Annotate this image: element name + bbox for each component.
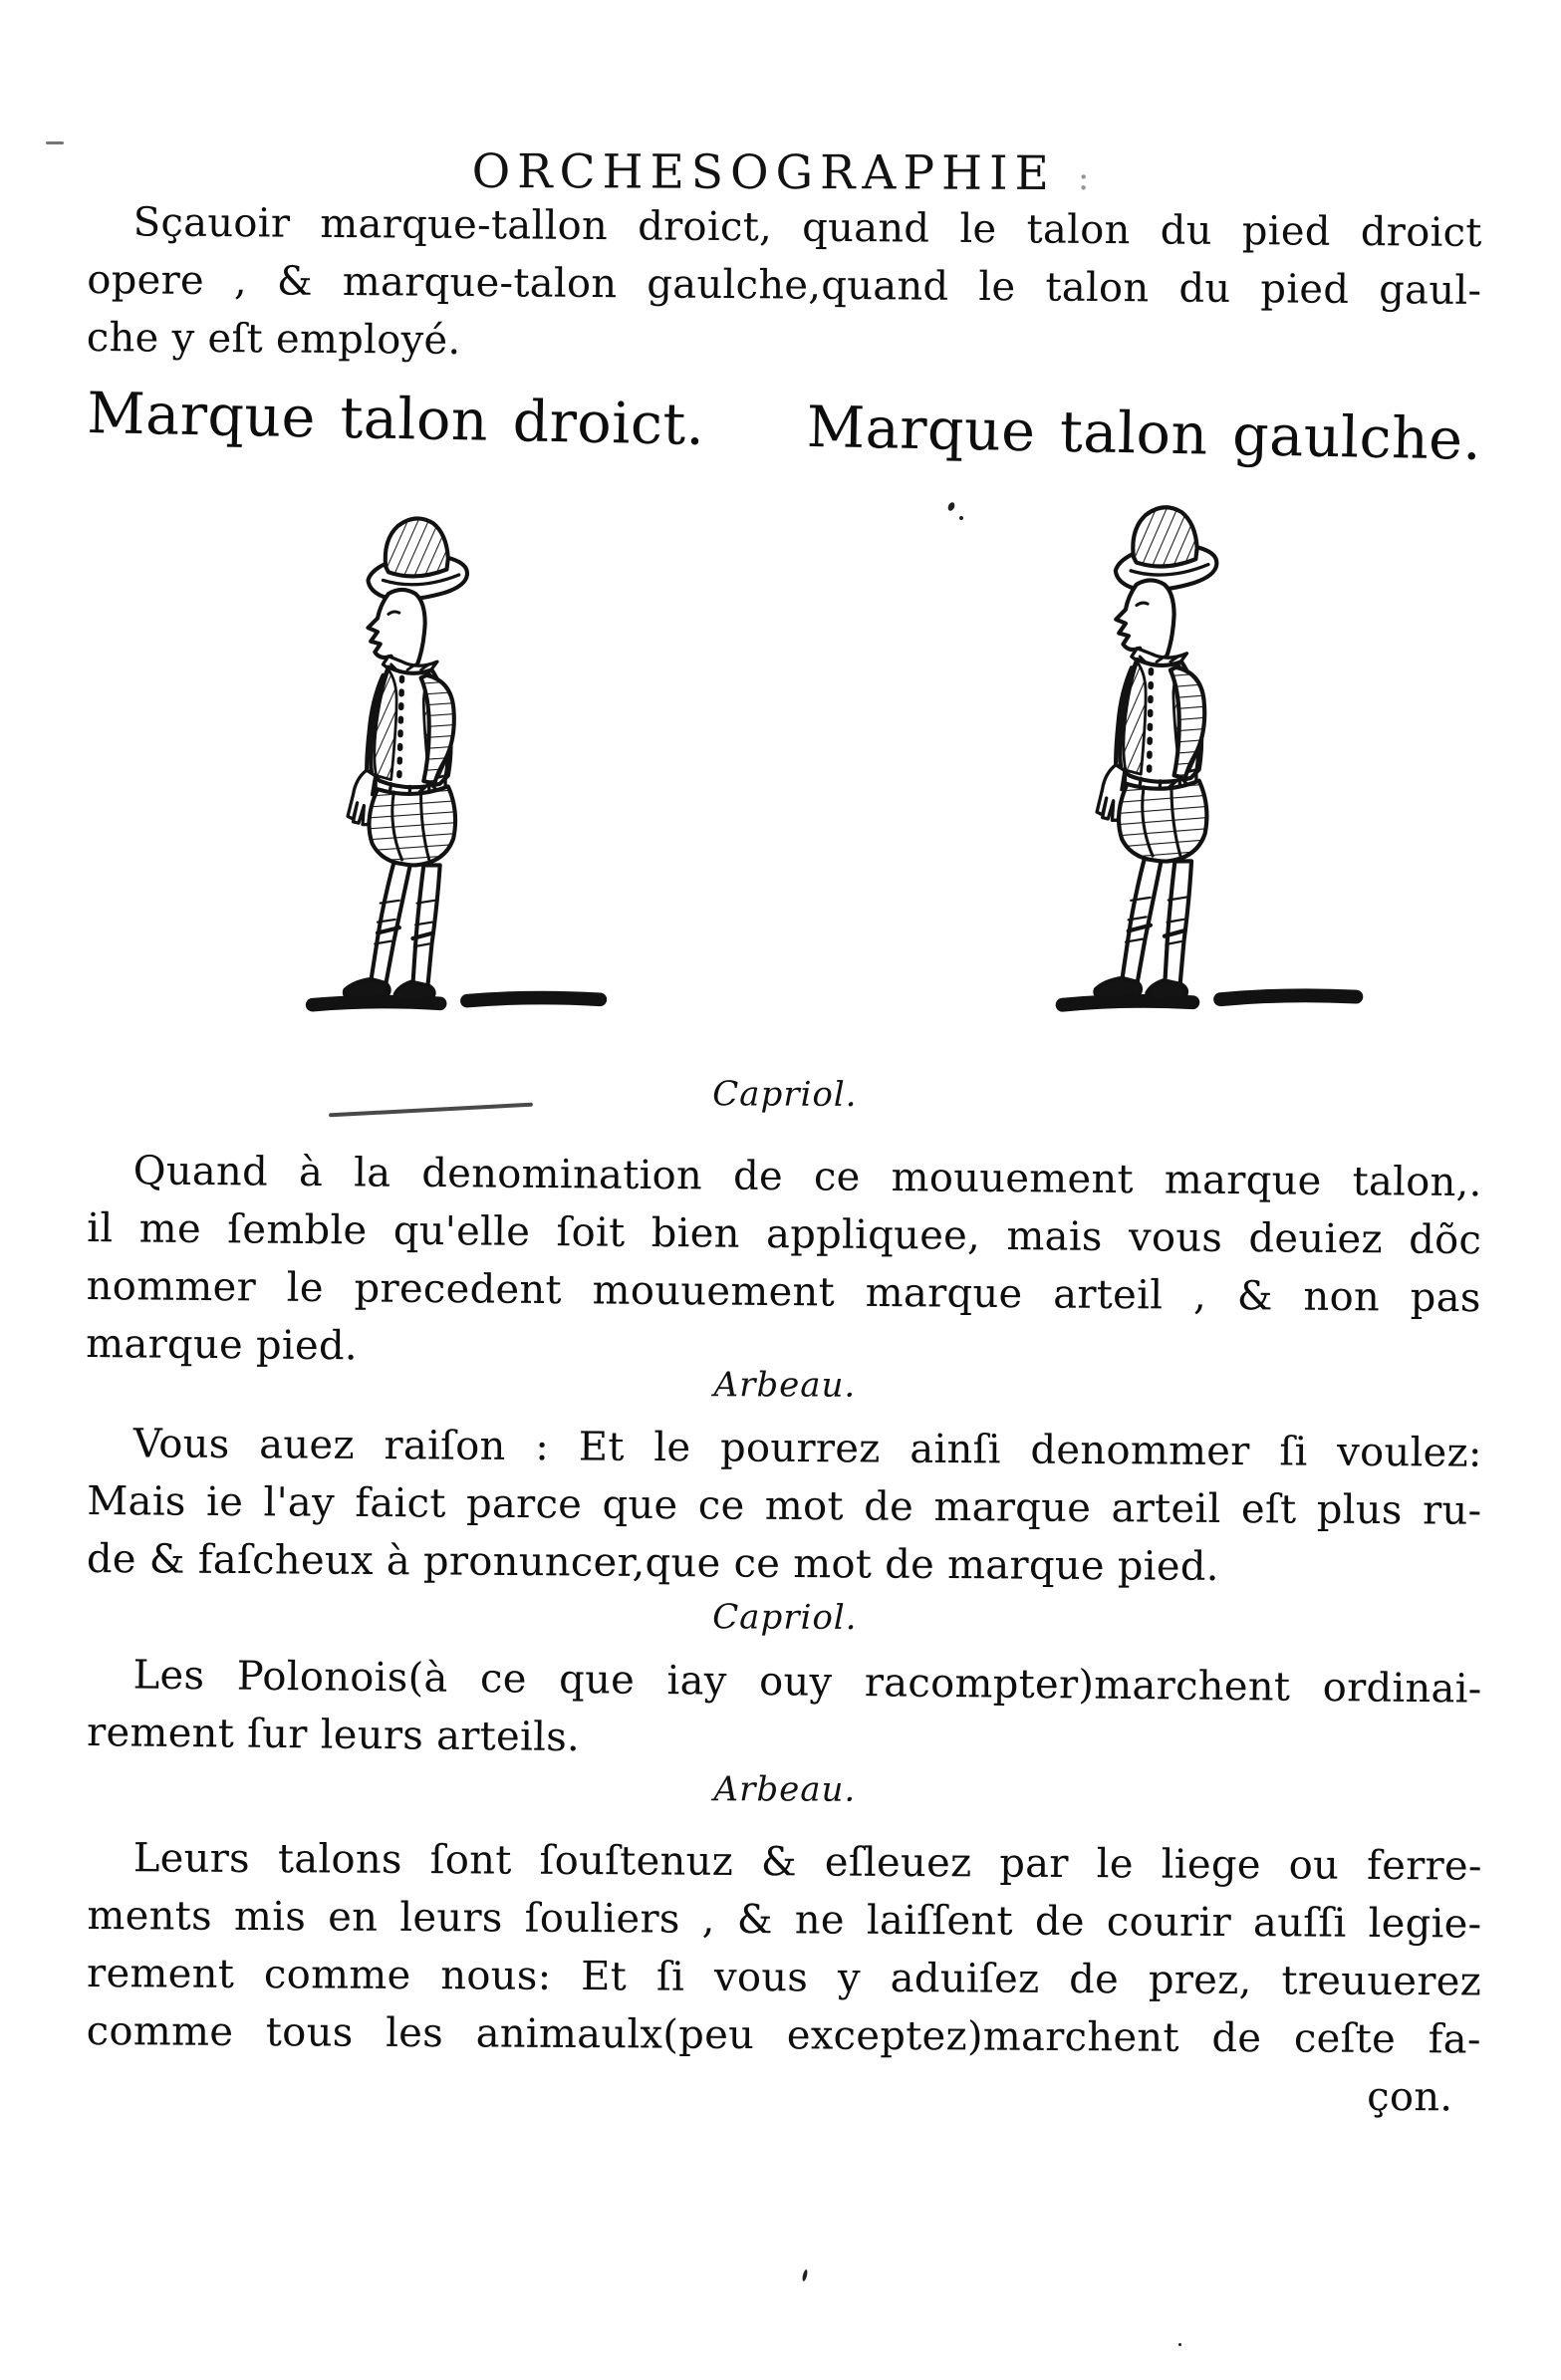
heading-marque-talon-droict: Marque talon droict. (86, 381, 706, 458)
text-line: comme tous les animaulx(peu exceptez)marchent de ceſte fa- (86, 2007, 1481, 2063)
ink-speck (46, 141, 64, 144)
text-line: marque pied. (86, 1320, 359, 1370)
speaker-heading: Arbeau. (713, 1365, 857, 1406)
text-line: Quand à la denomination de ce mouuement marque talon,. (132, 1148, 1482, 1206)
speaker-heading: Capriol. (712, 1597, 858, 1639)
text-line: çon. (1367, 2073, 1453, 2121)
text-line: il me ſemble qu'elle ſoit bien appliquee, mais vous deuiez dõc (87, 1204, 1482, 1264)
text-line: Sçauoir marque-tallon droict, quand le talon du pied droict (132, 199, 1482, 256)
ink-speck (959, 516, 963, 520)
text-line: de & faſcheux à pronuncer,que ce mot de marque pied. (86, 1535, 1219, 1590)
intro-paragraph (87, 193, 1482, 378)
text-line: Les Polonois(à ce que iay ouy racompter)marchent ordinai- (132, 1652, 1482, 1713)
text-line: Mais ie l'ay faict parce que ce mot de marque arteil eſt plus ru- (87, 1477, 1482, 1534)
speaker-heading: Arbeau. (713, 1769, 857, 1810)
text-line: rement comme nous: Et ſi vous y aduiſez de prez, treuuerez (86, 1950, 1482, 2005)
heading-marque-talon-gaulche: Marque talon gaulche. (806, 394, 1482, 473)
woodcut-dancer-right-illustration (1031, 482, 1383, 1067)
text-line: Leurs talons ſont ſouſtenuz & eſleuez par le liege ou ferre- (132, 1835, 1482, 1890)
text-line: rement ſur leurs arteils. (86, 1709, 581, 1761)
dialogue-paragraph (86, 1829, 1482, 2127)
title-ink-mark: : (1077, 158, 1090, 199)
ink-speck (802, 2269, 809, 2282)
dialogue-paragraph (87, 1415, 1482, 1598)
figure-headings-row (87, 381, 1482, 473)
dialogue-paragraph (86, 1142, 1482, 1385)
ink-speck (946, 501, 955, 512)
text-line: che y eſt employé. (86, 314, 461, 364)
text-line: opere , & marque-talon gaulche,quand le talon du pied gaul- (87, 256, 1482, 314)
speaker-heading: Capriol. (712, 1074, 858, 1116)
woodcut-dancer-left-illustration (271, 496, 642, 1066)
text-line: Vous auez raiſon : Et le pourrez ainſi denommer ſi voulez: (132, 1421, 1482, 1476)
text-line: ments mis en leurs ſouliers , & ne laiſſent de courir auſſi legie- (87, 1892, 1482, 1948)
dialogue-paragraph (87, 1646, 1482, 1776)
text-line: nommer le precedent mouuement marque arteil , & non pas (86, 1262, 1481, 1322)
page-title: ORCHESOGRAPHIE (471, 143, 1057, 201)
ink-speck (1178, 2343, 1181, 2346)
